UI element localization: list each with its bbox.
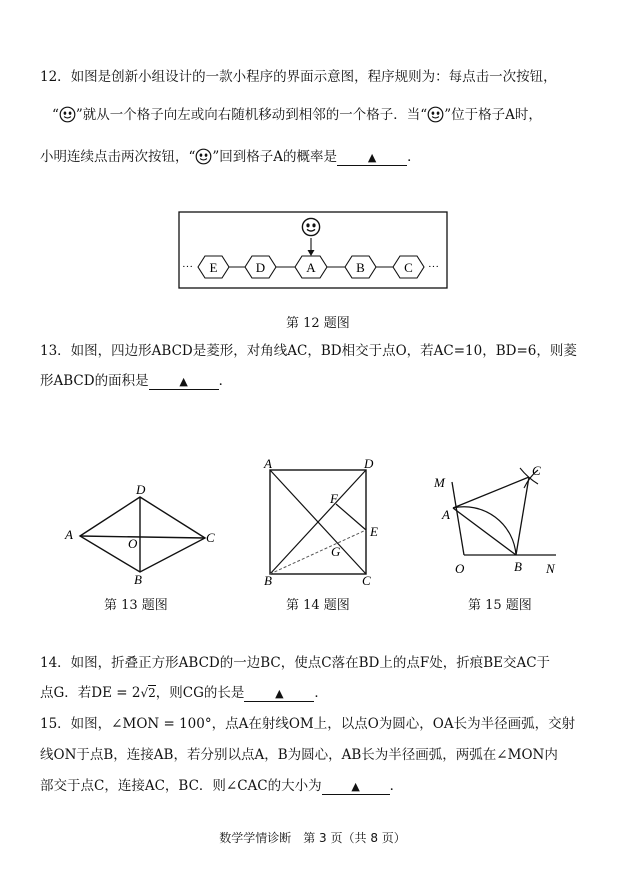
cell-label: B — [356, 260, 365, 275]
q12-line-1 — [40, 68, 557, 86]
smiley-face-icon — [59, 106, 76, 123]
cell-label: D — [255, 260, 266, 275]
arrow-down-icon — [308, 238, 315, 256]
q15-line-2 — [40, 746, 558, 764]
q12-caption: 第 12 题图 — [286, 316, 350, 331]
q15-line-3: 部交于点C，连接AC，BC．则∠CAC的大小为 ▲ ． — [40, 778, 404, 794]
sqrt-radicand: 2 — [148, 686, 156, 700]
page-footer: 数学学情诊断 第 3 页（共 8 页） — [219, 831, 406, 845]
q12-line-2 — [52, 106, 542, 124]
q13-line-2: 形ABCD的面积是 ▲ ． — [40, 373, 233, 389]
q13-line-1 — [40, 342, 577, 360]
label-m: M — [434, 475, 445, 490]
q12-text-2: ”就从一个格子向左或向右随机移动到相邻的一个格子．当“ — [75, 107, 428, 123]
q13-answer-blank: ▲ — [149, 375, 219, 390]
sqrt-sign: √ — [140, 686, 149, 700]
q13-text-2: 形ABCD的面积是 — [40, 373, 149, 389]
q12-text-5: ”回到格子A的概率是 — [212, 149, 338, 165]
smiley-face-icon — [427, 106, 444, 123]
q12-quote-open: “ — [52, 107, 59, 123]
cell-d — [245, 256, 276, 278]
cell-b — [345, 256, 376, 278]
ray-om — [452, 482, 464, 555]
label-b: B — [264, 573, 272, 586]
q12-text-3: ”位于格子A时， — [444, 107, 542, 123]
label-d: D — [364, 458, 374, 471]
q14-figure — [262, 458, 388, 586]
cell-e — [198, 256, 229, 278]
q14-text-3: ，则CG的长是 — [155, 685, 245, 701]
q15-answer-blank: ▲ — [322, 780, 390, 795]
q12-answer-blank: ▲ — [337, 151, 407, 166]
cell-label: C — [404, 260, 413, 275]
q12-smiley-cursor — [302, 218, 319, 235]
label-o: O — [455, 561, 465, 576]
smiley-face-icon — [195, 148, 212, 165]
label-f: F — [330, 491, 338, 506]
label-b: B — [134, 572, 142, 587]
label-g: G — [331, 544, 341, 559]
label-c: C — [532, 463, 541, 478]
rhombus-abcd — [80, 497, 205, 572]
q14-line-2: 点G．若DE = 2√2，则CG的长是 ▲ ． — [40, 685, 328, 701]
fold-line-be — [270, 530, 366, 574]
q15-line-1 — [40, 715, 575, 733]
label-c: C — [362, 573, 371, 586]
q12-text-1: 如图是创新小组设计的一款小程序的界面示意图，程序规则为：每点击一次按钮， — [70, 69, 557, 85]
smiley-face-icon — [302, 218, 319, 235]
cell-label: A — [306, 260, 316, 275]
q13-caption: 第 13 题图 — [104, 598, 168, 613]
q15-caption: 第 15 题图 — [468, 598, 532, 613]
q15-figure — [428, 458, 568, 582]
label-b: B — [514, 559, 522, 574]
segment-ac — [453, 477, 529, 508]
q12-number: 12． — [40, 69, 71, 85]
q15-text-3: 部交于点C，连接AC，BC．则∠CAC的大小为 — [40, 778, 322, 794]
label-e: E — [370, 524, 378, 539]
dots-left: ··· — [182, 261, 193, 273]
label-a: A — [442, 507, 450, 522]
q15-text-2: 线ON于点B，连接AB，若分别以点A，B为圆心，AB长为半径画弧，两弧在∠MON内 — [40, 747, 558, 763]
label-a: A — [65, 527, 73, 542]
cell-a — [295, 256, 327, 278]
label-c: C — [206, 530, 215, 545]
q14-text-2: 点G．若DE = 2 — [40, 685, 141, 701]
cell-label: E — [209, 260, 218, 275]
diagonal-ac — [80, 536, 205, 538]
segment-fe — [336, 504, 366, 530]
q12-line-3: 小明连续点击两次按钮，“ ”回到格子A的概率是 ▲ ． — [40, 149, 421, 165]
q14-line-1 — [40, 654, 550, 672]
q14-answer-blank: ▲ — [244, 687, 314, 702]
label-n: N — [546, 561, 555, 576]
segment-bc — [516, 477, 529, 555]
q14-text-1: 14．如图，折叠正方形ABCD的一边BC，使点C落在BD上的点F处，折痕BE交AC于 — [40, 655, 551, 671]
q12-text-4: 小明连续点击两次按钮，“ — [40, 149, 196, 165]
label-o: O — [128, 536, 138, 551]
q14-caption: 第 14 题图 — [286, 598, 350, 613]
label-a: A — [264, 458, 272, 471]
q12-figure — [178, 206, 448, 292]
dots-right: ··· — [428, 261, 439, 273]
q15-text-1: 15．如图，∠MON = 100°，点A在射线OM上，以点O为圆心，OA长为半径画弧，交射 — [40, 716, 576, 732]
cell-c — [393, 256, 424, 278]
q13-text-1: 13．如图，四边形ABCD是菱形，对角线AC，BD相交于点O，若AC=10，BD=6，则菱 — [40, 343, 577, 359]
label-d: D — [136, 482, 146, 497]
q13-figure — [60, 480, 220, 590]
